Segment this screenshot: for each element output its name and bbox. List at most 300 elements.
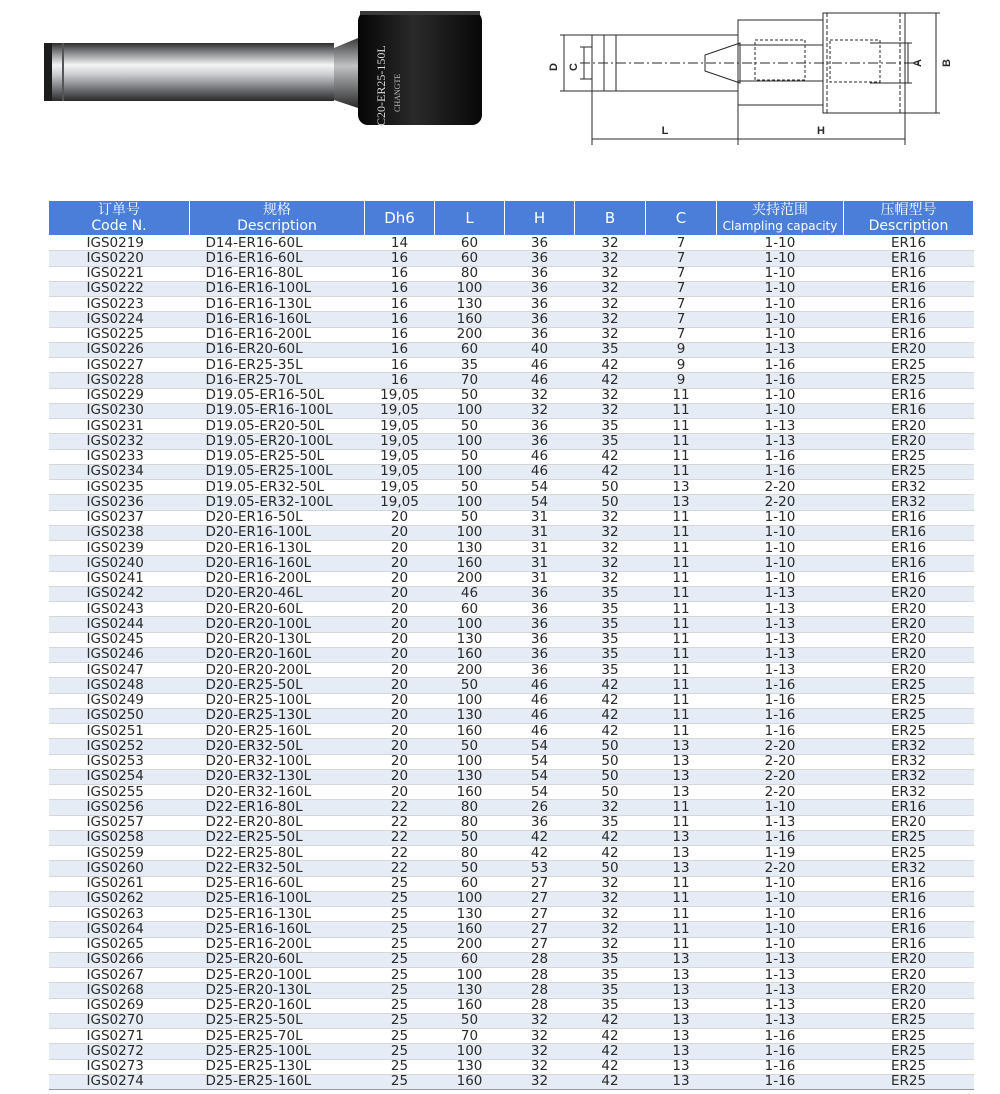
cell-h: 27 [505,907,575,922]
cell-c: 7 [646,312,717,327]
cell-l: 100 [435,495,505,510]
table-row [49,998,974,1013]
technical-drawing [540,5,960,145]
cell-b: 42 [575,830,646,845]
cell-clamping: 1-13 [717,998,844,1013]
cell-l: 130 [435,708,505,723]
cell-l: 50 [435,678,505,693]
cell-b: 32 [575,876,646,891]
cell-cap: ER20 [844,586,974,601]
cell-clamping: 1-16 [717,358,844,373]
cell-c: 11 [646,922,717,937]
cell-h: 46 [505,693,575,708]
cell-description: D20-ER32-160L [190,785,365,800]
cell-code: IGS0258 [49,830,190,845]
cell-cap: ER25 [844,1059,974,1074]
cell-clamping: 1-13 [717,342,844,357]
cell-description: D25-ER16-130L [190,907,365,922]
cell-code: IGS0248 [49,678,190,693]
cell-cap: ER25 [844,708,974,723]
cell-c: 11 [646,541,717,556]
cell-c: 11 [646,678,717,693]
cell-c: 11 [646,724,717,739]
cell-c: 11 [646,586,717,601]
cell-b: 35 [575,586,646,601]
cell-c: 11 [646,907,717,922]
cell-code: IGS0254 [49,769,190,784]
cell-cap: ER16 [844,510,974,525]
cell-h: 53 [505,861,575,876]
table-row [49,541,974,556]
header-code-cn: 订单号 [98,201,140,218]
cell-description: D25-ER20-160L [190,998,365,1013]
cell-l: 160 [435,1074,505,1089]
cell-h: 32 [505,1074,575,1089]
cell-h: 32 [505,388,575,403]
cell-h: 26 [505,800,575,815]
header-description[interactable] [190,201,365,236]
cell-dh6: 20 [365,556,435,571]
cell-h: 32 [505,1059,575,1074]
cell-c: 13 [646,769,717,784]
cell-clamping: 2-20 [717,495,844,510]
cell-cap: ER32 [844,785,974,800]
cell-clamping: 1-16 [717,724,844,739]
cell-cap: ER20 [844,952,974,967]
cell-description: D20-ER20-46L [190,586,365,601]
cell-h: 46 [505,358,575,373]
cell-dh6: 25 [365,1059,435,1074]
cell-cap: ER25 [844,358,974,373]
table-row [49,358,974,373]
cell-description: D20-ER25-160L [190,724,365,739]
cell-code: IGS0231 [49,419,190,434]
cell-cap: ER20 [844,342,974,357]
cell-dh6: 19,05 [365,419,435,434]
cell-dh6: 20 [365,678,435,693]
cell-c: 13 [646,998,717,1013]
cell-h: 54 [505,769,575,784]
cell-code: IGS0235 [49,480,190,495]
cell-h: 28 [505,983,575,998]
cell-clamping: 1-10 [717,510,844,525]
cell-clamping: 1-10 [717,541,844,556]
cell-clamping: 2-20 [717,754,844,769]
cell-h: 32 [505,403,575,418]
product-photo [40,8,490,128]
cell-description: D19.05-ER25-50L [190,449,365,464]
cell-cap: ER25 [844,1013,974,1028]
cell-h: 46 [505,449,575,464]
cell-cap: ER20 [844,434,974,449]
cell-dh6: 20 [365,708,435,723]
cell-h: 27 [505,876,575,891]
cell-c: 11 [646,876,717,891]
cell-code: IGS0272 [49,1044,190,1059]
cell-description: D25-ER25-130L [190,1059,365,1074]
cell-c: 9 [646,358,717,373]
cell-code: IGS0273 [49,1059,190,1074]
cell-h: 42 [505,846,575,861]
header-h[interactable]: H [505,201,575,236]
cell-b: 32 [575,891,646,906]
cell-l: 80 [435,800,505,815]
header-dh6[interactable]: Dh6 [365,201,435,236]
cell-l: 100 [435,891,505,906]
cell-l: 130 [435,541,505,556]
cell-c: 13 [646,968,717,983]
cell-l: 200 [435,663,505,678]
cell-c: 11 [646,602,717,617]
cell-l: 160 [435,785,505,800]
cell-dh6: 20 [365,739,435,754]
cell-clamping: 1-13 [717,1013,844,1028]
cell-h: 32 [505,1044,575,1059]
cell-cap: ER25 [844,449,974,464]
cell-dh6: 22 [365,861,435,876]
cell-code: IGS0228 [49,373,190,388]
cell-description: D20-ER16-100L [190,525,365,540]
table-row [49,495,974,510]
table-row [49,846,974,861]
cell-h: 36 [505,586,575,601]
cell-cap: ER16 [844,800,974,815]
cell-l: 160 [435,647,505,662]
cell-c: 13 [646,1029,717,1044]
cell-description: D25-ER20-100L [190,968,365,983]
cell-code: IGS0250 [49,708,190,723]
cell-c: 11 [646,525,717,540]
cell-h: 36 [505,312,575,327]
cell-clamping: 1-16 [717,678,844,693]
cell-dh6: 19,05 [365,464,435,479]
cell-l: 50 [435,480,505,495]
cell-cap: ER16 [844,297,974,312]
cell-code: IGS0265 [49,937,190,952]
cell-cap: ER25 [844,724,974,739]
table-row [49,739,974,754]
cell-h: 36 [505,297,575,312]
shank [44,43,334,101]
table-row [49,1029,974,1044]
cell-h: 36 [505,815,575,830]
cell-c: 13 [646,785,717,800]
cell-description: D20-ER20-60L [190,602,365,617]
table-row [49,266,974,281]
cell-c: 7 [646,251,717,266]
cell-cap: ER16 [844,251,974,266]
cell-c: 13 [646,495,717,510]
table-row [49,1074,974,1089]
cell-b: 42 [575,846,646,861]
cell-clamping: 1-13 [717,968,844,983]
spec-table [48,200,974,1090]
cell-clamping: 1-10 [717,266,844,281]
label-c: C [568,63,580,71]
cell-h: 36 [505,251,575,266]
cell-h: 27 [505,922,575,937]
cell-b: 42 [575,449,646,464]
cell-b: 32 [575,327,646,342]
cell-l: 200 [435,327,505,342]
cell-clamping: 1-16 [717,1029,844,1044]
cell-clamping: 1-10 [717,876,844,891]
cell-description: D22-ER20-80L [190,815,365,830]
table-row [49,952,974,967]
table-row [49,251,974,266]
cell-cap: ER16 [844,266,974,281]
cell-dh6: 25 [365,998,435,1013]
cell-b: 32 [575,556,646,571]
cell-cap: ER25 [844,1044,974,1059]
cell-cap: ER25 [844,464,974,479]
cell-cap: ER20 [844,998,974,1013]
cell-cap: ER25 [844,830,974,845]
table-row [49,769,974,784]
table-row [49,876,974,891]
cell-description: D25-ER25-100L [190,1044,365,1059]
cell-cap: ER32 [844,769,974,784]
table-row [49,312,974,327]
cell-dh6: 19,05 [365,403,435,418]
cell-c: 11 [646,647,717,662]
cell-clamping: 1-13 [717,586,844,601]
cell-description: D16-ER25-70L [190,373,365,388]
cell-dh6: 19,05 [365,449,435,464]
cell-b: 42 [575,464,646,479]
cell-h: 31 [505,556,575,571]
header-cap[interactable] [844,201,974,236]
cell-l: 160 [435,724,505,739]
cell-c: 11 [646,556,717,571]
cell-cap: ER25 [844,846,974,861]
cell-b: 32 [575,281,646,296]
cell-h: 36 [505,663,575,678]
header-clamping[interactable] [717,201,844,236]
header-clamping-en: Clampling capacity [722,218,838,233]
table-row [49,678,974,693]
cell-description: D25-ER25-50L [190,1013,365,1028]
cell-code: IGS0229 [49,388,190,403]
cell-h: 54 [505,480,575,495]
cell-dh6: 20 [365,693,435,708]
cell-dh6: 25 [365,907,435,922]
table-row [49,830,974,845]
cell-description: D20-ER16-160L [190,556,365,571]
cell-c: 7 [646,327,717,342]
cell-h: 36 [505,266,575,281]
cell-code: IGS0241 [49,571,190,586]
cell-l: 100 [435,617,505,632]
cell-cap: ER32 [844,754,974,769]
cell-c: 13 [646,846,717,861]
cell-h: 36 [505,419,575,434]
header-cap-en: Description [868,217,949,234]
cell-b: 35 [575,968,646,983]
cell-code: IGS0249 [49,693,190,708]
cell-cap: ER32 [844,861,974,876]
cell-clamping: 1-10 [717,312,844,327]
cell-c: 11 [646,388,717,403]
cell-clamping: 1-13 [717,617,844,632]
cell-description: D19.05-ER16-50L [190,388,365,403]
cell-clamping: 1-10 [717,571,844,586]
cell-b: 50 [575,480,646,495]
cell-b: 35 [575,952,646,967]
cell-b: 50 [575,754,646,769]
cell-h: 46 [505,708,575,723]
cell-h: 36 [505,632,575,647]
cell-description: D25-ER16-100L [190,891,365,906]
table-row [49,754,974,769]
cell-code: IGS0227 [49,358,190,373]
cell-c: 13 [646,480,717,495]
cell-code: IGS0243 [49,602,190,617]
cell-code: IGS0266 [49,952,190,967]
cell-c: 13 [646,754,717,769]
cell-b: 42 [575,1013,646,1028]
cell-l: 50 [435,861,505,876]
cell-dh6: 16 [365,312,435,327]
cell-code: IGS0226 [49,342,190,357]
table-row [49,571,974,586]
cell-l: 50 [435,830,505,845]
cell-dh6: 22 [365,815,435,830]
cell-l: 70 [435,1029,505,1044]
cell-cap: ER16 [844,907,974,922]
cell-l: 130 [435,297,505,312]
cell-dh6: 25 [365,1013,435,1028]
header-cap-cn: 压帽型号 [880,201,937,218]
header-code[interactable] [49,201,190,236]
table-row [49,403,974,418]
cell-c: 9 [646,373,717,388]
cell-clamping: 2-20 [717,861,844,876]
cell-b: 35 [575,815,646,830]
cell-description: D22-ER16-80L [190,800,365,815]
table-row [49,556,974,571]
cell-description: D20-ER25-50L [190,678,365,693]
cell-l: 130 [435,632,505,647]
cell-dh6: 19,05 [365,495,435,510]
cell-description: D16-ER16-200L [190,327,365,342]
cell-clamping: 1-10 [717,556,844,571]
cell-dh6: 25 [365,937,435,952]
cell-cap: ER20 [844,602,974,617]
cell-b: 35 [575,342,646,357]
cell-code: IGS0220 [49,251,190,266]
cell-dh6: 16 [365,342,435,357]
cell-l: 100 [435,403,505,418]
cell-dh6: 16 [365,281,435,296]
cell-l: 130 [435,907,505,922]
cell-clamping: 1-16 [717,693,844,708]
cell-dh6: 20 [365,632,435,647]
table-row [49,647,974,662]
header-b[interactable]: B [575,201,646,236]
cell-b: 42 [575,1074,646,1089]
cell-h: 36 [505,647,575,662]
cell-description: D16-ER16-130L [190,297,365,312]
cell-dh6: 14 [365,236,435,251]
cell-b: 42 [575,1044,646,1059]
cell-b: 35 [575,647,646,662]
cell-code: IGS0221 [49,266,190,281]
cell-l: 130 [435,769,505,784]
header-description-cn: 规格 [263,201,291,218]
cell-c: 7 [646,236,717,251]
cell-cap: ER25 [844,1074,974,1089]
cell-l: 70 [435,373,505,388]
cell-b: 50 [575,495,646,510]
cell-b: 42 [575,678,646,693]
header-clamping-cn: 夹持范围 [752,201,808,218]
cell-description: D25-ER20-130L [190,983,365,998]
cell-clamping: 1-10 [717,297,844,312]
cell-dh6: 20 [365,586,435,601]
cell-l: 130 [435,983,505,998]
cell-l: 35 [435,358,505,373]
cell-cap: ER16 [844,937,974,952]
cell-l: 100 [435,281,505,296]
cell-cap: ER32 [844,495,974,510]
cell-description: D25-ER25-160L [190,1074,365,1089]
cell-description: D19.05-ER20-50L [190,419,365,434]
cell-cap: ER20 [844,983,974,998]
cell-cap: ER20 [844,968,974,983]
cell-l: 50 [435,388,505,403]
cell-description: D19.05-ER25-100L [190,464,365,479]
cell-h: 27 [505,891,575,906]
cell-clamping: 1-16 [717,1074,844,1089]
cell-l: 200 [435,937,505,952]
cell-b: 32 [575,800,646,815]
header-c[interactable]: C [646,201,717,236]
cell-dh6: 19,05 [365,388,435,403]
cell-b: 35 [575,998,646,1013]
cell-description: D16-ER20-60L [190,342,365,357]
table-row [49,617,974,632]
cell-description: D22-ER25-50L [190,830,365,845]
cell-code: IGS0262 [49,891,190,906]
cell-cap: ER20 [844,617,974,632]
cell-clamping: 1-13 [717,434,844,449]
cell-clamping: 1-16 [717,1059,844,1074]
cell-h: 36 [505,617,575,632]
cell-code: IGS0246 [49,647,190,662]
cell-l: 50 [435,510,505,525]
cell-dh6: 25 [365,922,435,937]
cell-description: D20-ER32-130L [190,769,365,784]
cell-description: D16-ER16-80L [190,266,365,281]
cell-clamping: 1-10 [717,281,844,296]
cell-clamping: 1-13 [717,602,844,617]
cell-cap: ER20 [844,815,974,830]
cell-code: IGS0236 [49,495,190,510]
cell-code: IGS0240 [49,556,190,571]
cell-l: 100 [435,464,505,479]
cell-description: D20-ER20-200L [190,663,365,678]
cell-c: 11 [646,663,717,678]
cell-cap: ER25 [844,693,974,708]
cell-dh6: 25 [365,968,435,983]
header-l[interactable]: L [435,201,505,236]
table-row [49,785,974,800]
cell-b: 42 [575,373,646,388]
cell-description: D19.05-ER16-100L [190,403,365,418]
table-row [49,861,974,876]
cell-clamping: 1-19 [717,846,844,861]
